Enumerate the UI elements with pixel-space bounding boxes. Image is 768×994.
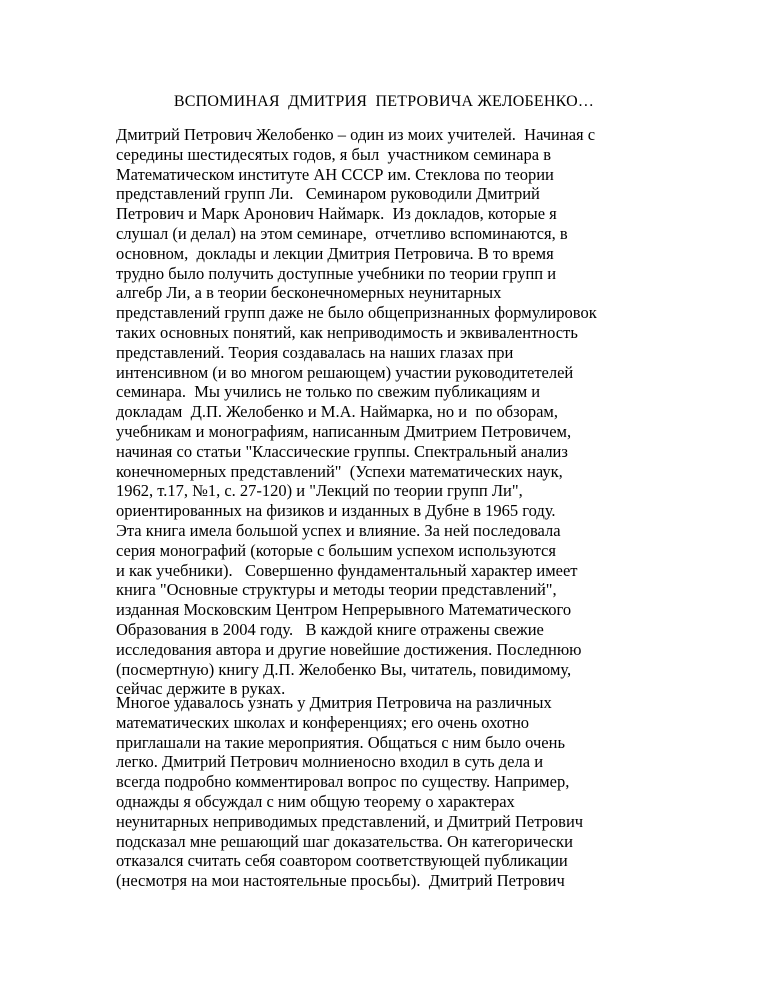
text-line: семинара. Мы учились не только по свежим публикациям и	[116, 382, 541, 402]
text-line: сейчас держите в руках.	[116, 679, 286, 699]
text-line: и как учебники). Совершенно фундаментальный характер имеет	[116, 560, 578, 580]
text-line: легко. Дмитрий Петрович молниеносно входил в суть дела и	[116, 752, 544, 772]
text-line: серия монографий (которые с большим успехом используются	[116, 540, 556, 560]
text-line: алгебр Ли, а в теории бесконечномерных неунитарных	[116, 283, 502, 303]
text-line: учебникам и монографиям, написанным Дмитрием Петровичем,	[116, 421, 572, 441]
text-line: середины шестидесятых годов, я был участником семинара в	[116, 144, 551, 164]
text-line: Образования в 2004 году. В каждой книге отражены свежие	[116, 619, 544, 639]
text-line: однажды я обсуждал с ним общую теорему о характерах	[116, 791, 515, 811]
text-line: всегда подробно комментировал вопрос по существу. Например,	[116, 772, 570, 792]
text-line: Дмитрий Петрович Желобенко – один из моих учителей. Начиная с	[116, 125, 596, 144]
paragraph-2	[116, 693, 676, 891]
text-line: приглашали на такие мероприятия. Общаться с ним было очень	[116, 732, 565, 752]
text-line: таких основных понятий, как неприводимость и эквивалентность	[116, 322, 578, 342]
text-line: исследования автора и другие новейшие достижения. Последнюю	[116, 639, 582, 659]
text-line: 1962, т.17, №1, с. 27-120) и "Лекций по теории групп Ли",	[116, 481, 523, 501]
text-line: трудно было получить доступные учебники по теории групп и	[116, 263, 557, 283]
text-line: представлений групп даже не было общепризнанных формулировок	[116, 303, 597, 323]
document-title: ВСПОМИНАЯ ДМИТРИЯ ПЕТРОВИЧА ЖЕЛОБЕНКО…	[173, 93, 595, 110]
text-line: отказался считать себя соавтором соответствующей публикации	[116, 851, 568, 871]
text-line: докладам Д.П. Желобенко и М.А. Наймарка, но и по обзорам,	[116, 402, 558, 422]
text-line: ориентированных на физиков и изданных в Дубне в 1965 году.	[116, 501, 556, 521]
text-line: Математическом институте АН СССР им. Стеклова по теории	[116, 164, 554, 184]
text-line: слушал (и делал) на этом семинаре, отчетливо вспоминаются, в	[116, 223, 568, 243]
text-line: изданная Московским Центром Непрерывного Математического	[116, 600, 572, 620]
text-line: Многое удавалось узнать у Дмитрия Петровича на различных	[116, 693, 552, 712]
text-line: начиная со статьи "Классические группы. Спектральный анализ	[116, 441, 568, 461]
text-line: неунитарных неприводимых представлений, и Дмитрий Петрович	[116, 811, 584, 831]
text-line: книга "Основные структуры и методы теории представлений",	[116, 580, 557, 600]
text-line: Эта книга имела большой успех и влияние. За ней последовала	[116, 520, 561, 540]
text-line: (несмотря на мои настоятельные просьбы). Дмитрий Петрович	[116, 871, 565, 891]
text-line: представлений групп Ли. Семинаром руководили Дмитрий	[116, 184, 540, 204]
text-line: Петрович и Марк Аронович Наймарк. Из докладов, которые я	[116, 204, 557, 224]
text-line: конечномерных представлений" (Успехи математических наук,	[116, 461, 563, 481]
text-line: представлений. Теория создавалась на наших глазах при	[116, 342, 514, 362]
text-line: математических школах и конференциях; его очень охотно	[116, 712, 530, 732]
paragraph-1	[116, 125, 676, 699]
text-line: подсказал мне решающий шаг доказательства. Он категорически	[116, 831, 573, 851]
text-line: (посмертную) книгу Д.П. Желобенко Вы, читатель, повидимому,	[116, 659, 572, 679]
text-line: основном, доклады и лекции Дмитрия Петровича. В то время	[116, 243, 554, 263]
text-line: интенсивном (и во многом решающем) участии руководитетелей	[116, 362, 574, 382]
